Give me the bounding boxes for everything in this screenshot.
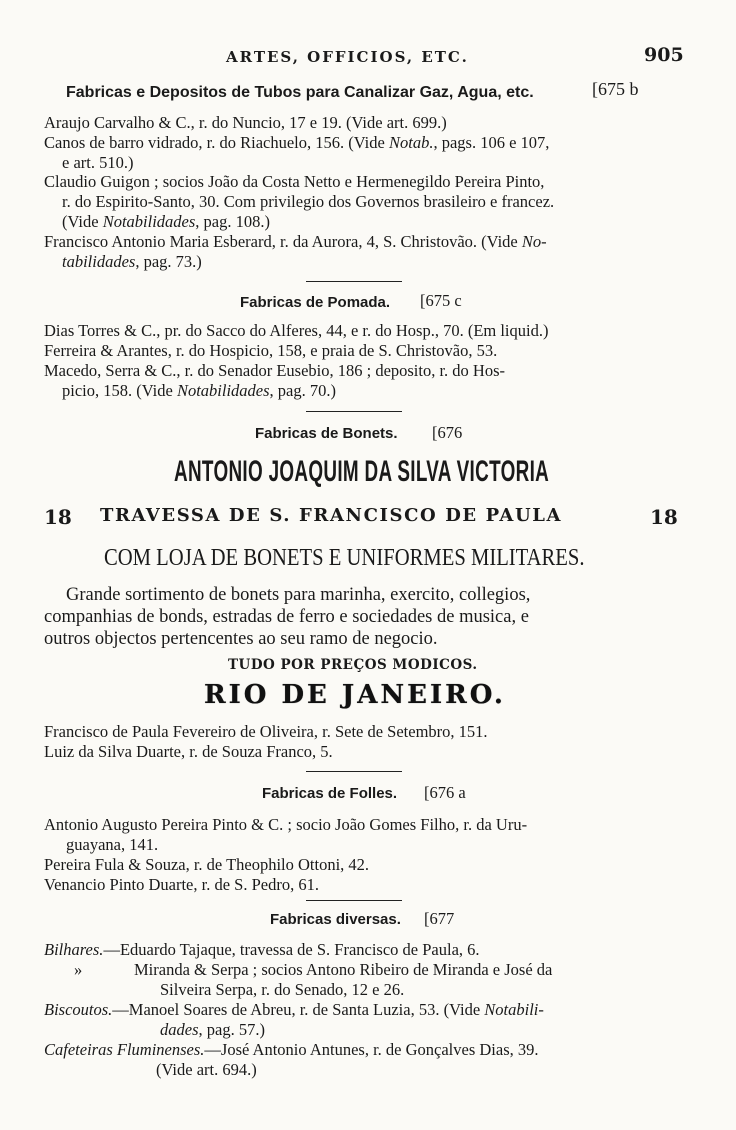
entry-line: tabilidades, pag. 73.) xyxy=(62,252,202,271)
entry-line: Cafeteiras Fluminenses.—José Antonio Antunes, r. de Gonçalves Dias, 39. xyxy=(44,1040,539,1059)
page-number: 905 xyxy=(644,44,684,66)
entry-line: Antonio Augusto Pereira Pinto & C. ; socio João Gomes Filho, r. da Uru- xyxy=(44,815,528,834)
section-ref-677: [677 xyxy=(424,909,455,928)
entry-line: Pereira Fula & Souza, r. de Theophilo Ottoni, 42. xyxy=(44,855,370,874)
shop-description: COM LOJA DE BONETS E UNIFORMES MILITARES. xyxy=(104,545,585,571)
entry-line: Francisco Antonio Maria Esberard, r. da Aurora, 4, S. Christovão. (Vide No- xyxy=(44,232,547,251)
ad-text-line: outros objectos pertencentes ao seu ramo de negocio. xyxy=(44,629,438,649)
section-heading-bonets: Fabricas de Bonets. xyxy=(255,425,398,442)
section-ref-676a: [676 a xyxy=(424,783,466,802)
section-heading-pomada: Fabricas de Pomada. xyxy=(240,294,391,311)
section-heading-tubos: Fabricas e Depositos de Tubos para Canalizar Gaz, Agua, etc. xyxy=(66,84,534,101)
address-street: TRAVESSA DE S. FRANCISCO DE PAULA xyxy=(100,505,563,526)
entry-line: r. do Espirito-Santo, 30. Com privilegio dos Governos brasileiro e francez. xyxy=(62,192,555,211)
entry-line: Ferreira & Arantes, r. do Hospicio, 158, e praia de S. Christovão, 53. xyxy=(44,341,498,360)
section-ref-676: [676 xyxy=(432,423,463,442)
entry-line: e art. 510.) xyxy=(62,153,134,172)
section-ref-675c: [675 c xyxy=(420,291,462,310)
advertiser-name: ANTONIO JOAQUIM DA SILVA VICTORIA xyxy=(174,455,550,488)
entry-line: picio, 158. (Vide Notabilidades, pag. 70.) xyxy=(62,381,336,400)
entry-line: Venancio Pinto Duarte, r. de S. Pedro, 61. xyxy=(44,875,319,894)
divider xyxy=(306,281,402,282)
ad-prices-slogan: TUDO POR PREÇOS MODICOS. xyxy=(228,657,478,673)
divider xyxy=(306,771,402,772)
ad-text-line: companhias de bonds, estradas de ferro e sociedades de musica, e xyxy=(44,607,529,627)
entry-line: Luiz da Silva Duarte, r. de Souza Franco, 5. xyxy=(44,742,333,761)
entry-line: Araujo Carvalho & C., r. do Nuncio, 17 e 19. (Vide art. 699.) xyxy=(44,113,447,132)
entry-line: guayana, 141. xyxy=(66,835,159,854)
ad-text-line: Grande sortimento de bonets para marinha, exercito, collegios, xyxy=(66,585,531,605)
entry-line: (Vide Notabilidades, pag. 108.) xyxy=(62,212,270,231)
divider xyxy=(306,900,402,901)
entry-line: Bilhares.—Eduardo Tajaque, travessa de S. Francisco de Paula, 6. xyxy=(44,940,480,959)
address-number-left: 18 xyxy=(44,505,72,529)
entry-line: Francisco de Paula Fevereiro de Oliveira, r. Sete de Setembro, 151. xyxy=(44,722,488,741)
entry-line: Silveira Serpa, r. do Senado, 12 e 26. xyxy=(160,980,405,999)
entry-line: (Vide art. 694.) xyxy=(156,1060,257,1079)
entry-line: Canos de barro vidrado, r. do Riachuelo, 156. (Vide Notab., pags. 106 e 107, xyxy=(44,133,550,152)
section-ref-675b: [675 b xyxy=(592,79,639,99)
address-number-right: 18 xyxy=(650,505,678,529)
entry-line: Biscoutos.—Manoel Soares de Abreu, r. de Santa Luzia, 53. (Vide Notabili- xyxy=(44,1000,544,1019)
entry-line: Dias Torres & C., pr. do Sacco do Alferes, 44, e r. do Hosp., 70. (Em liquid.) xyxy=(44,321,549,340)
ditto-mark: » xyxy=(74,960,83,979)
running-header-title: ARTES, OFFICIOS, ETC. xyxy=(226,48,469,66)
entry-line: dades, pag. 57.) xyxy=(160,1020,265,1039)
ad-city: RIO DE JANEIRO. xyxy=(204,680,506,710)
entry-line: Claudio Guigon ; socios João da Costa Netto e Hermenegildo Pereira Pinto, xyxy=(44,172,545,191)
section-heading-diversas: Fabricas diversas. xyxy=(270,911,401,928)
section-heading-folles: Fabricas de Folles. xyxy=(262,785,398,802)
divider xyxy=(306,411,402,412)
entry-line: Macedo, Serra & C., r. do Senador Eusebio, 186 ; deposito, r. do Hos- xyxy=(44,361,506,380)
entry-line: Miranda & Serpa ; socios Antono Ribeiro de Miranda e José da xyxy=(134,960,553,979)
